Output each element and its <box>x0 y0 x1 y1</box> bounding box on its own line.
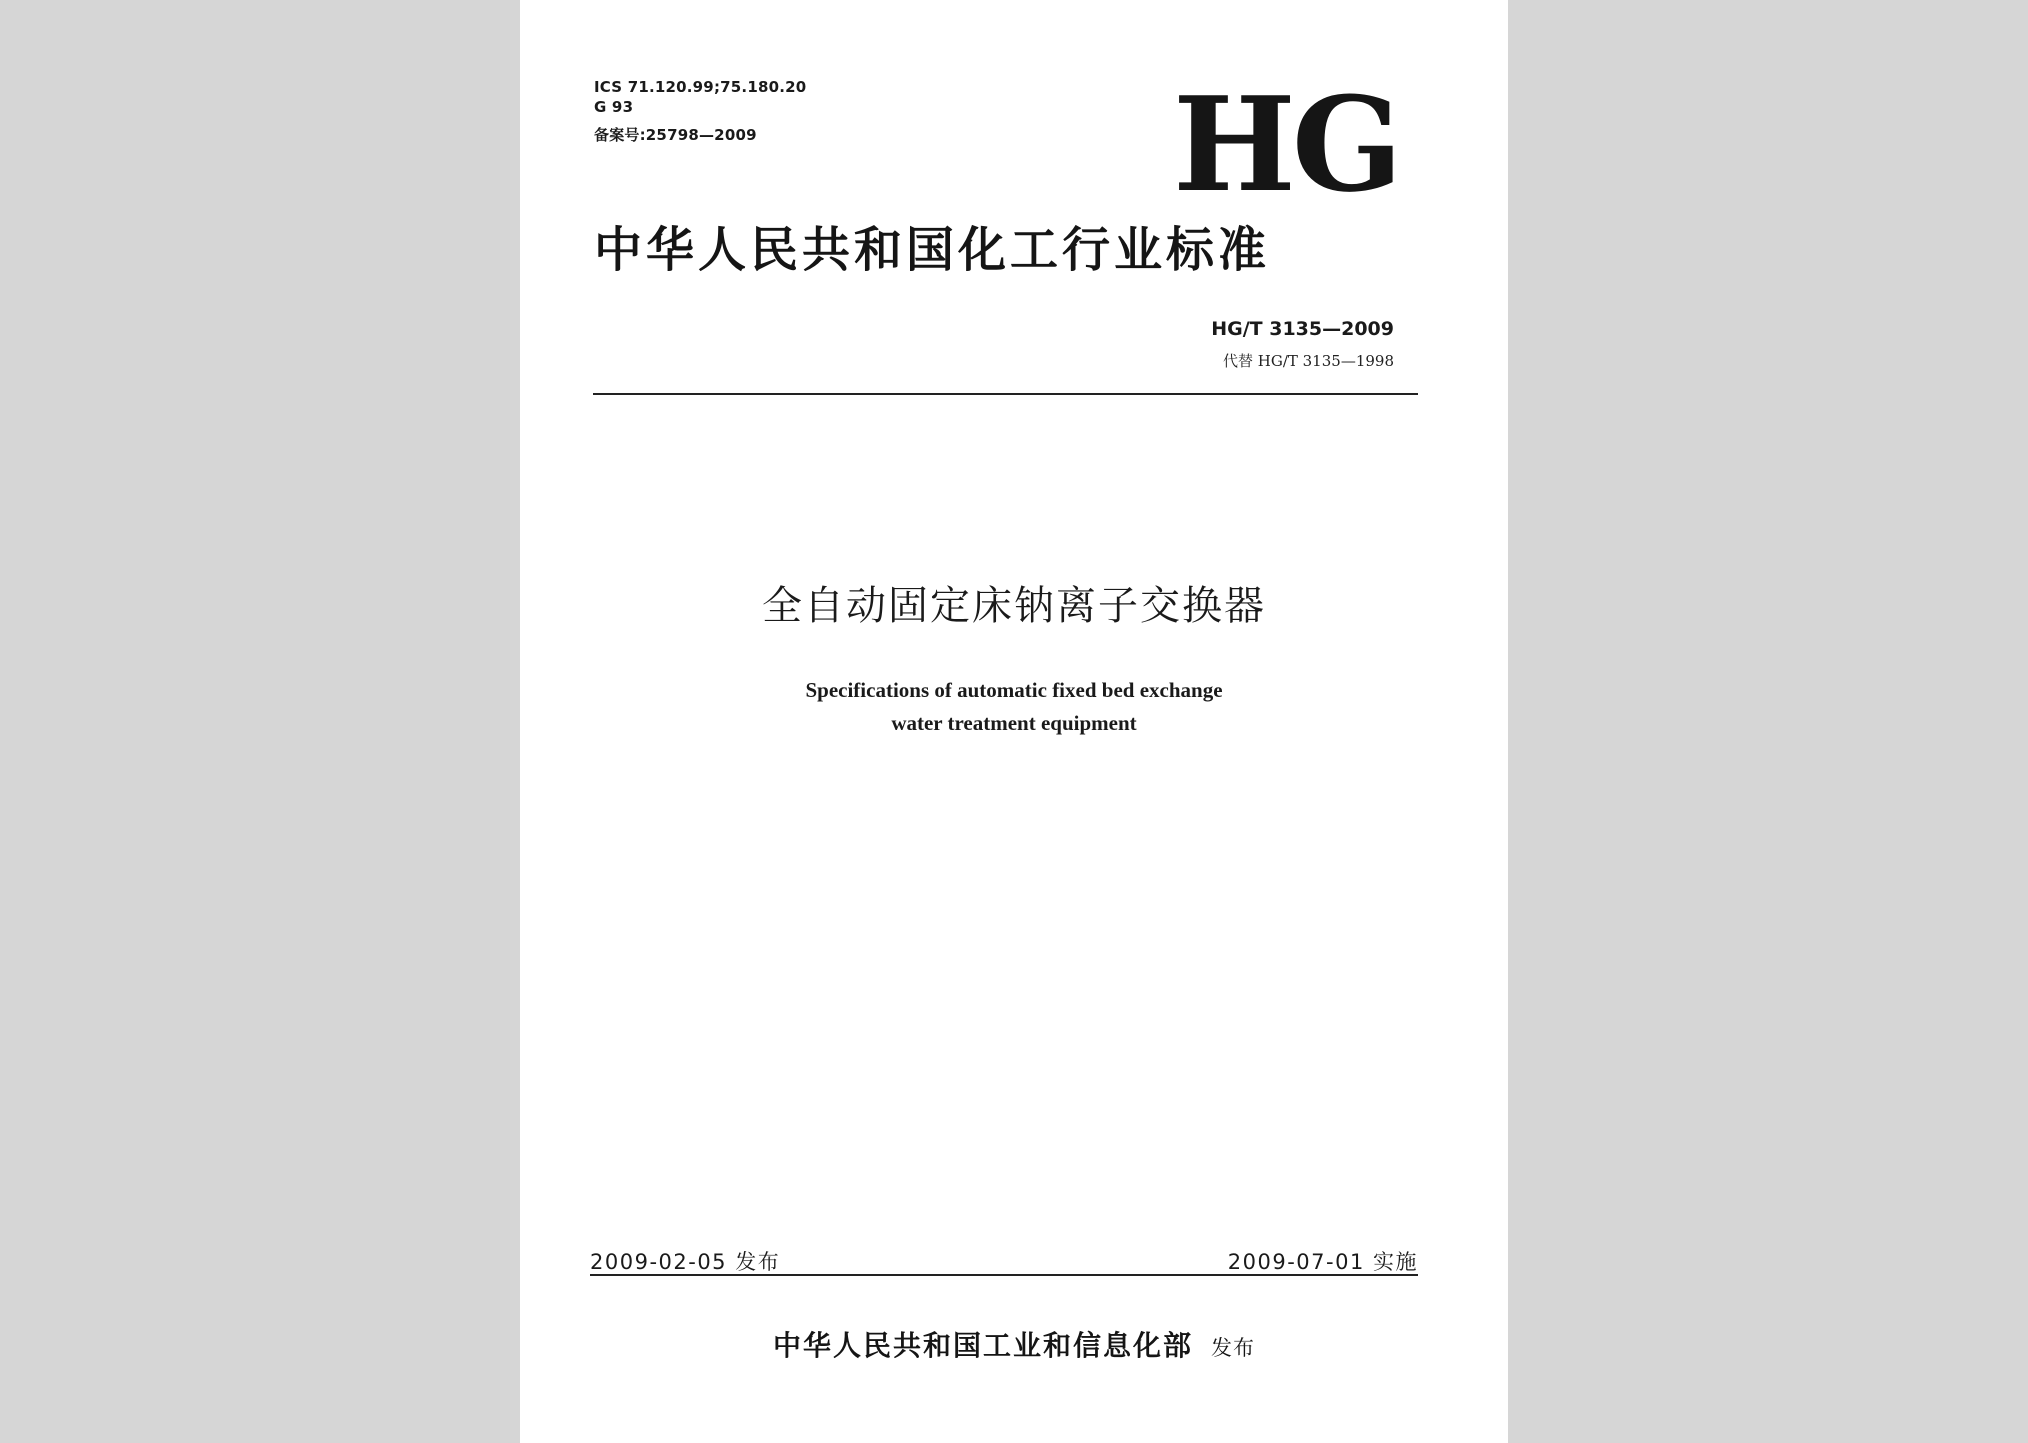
title-chinese: 全自动固定床钠离子交换器 <box>762 583 1266 629</box>
publisher-name: 中华人民共和国工业和信息化部 <box>772 1329 1193 1362</box>
top-divider <box>593 393 1418 395</box>
ccs-code: G 93 <box>594 98 634 116</box>
replaces-standard: 代替 HG/T 3135—1998 <box>1222 352 1394 370</box>
publisher <box>520 1324 1508 1364</box>
standard-number: HG/T 3135—2009 <box>1211 318 1394 340</box>
org-title: 中华人民共和国化工行业标准 <box>594 222 1271 278</box>
record-number: 备案号:25798—2009 <box>594 126 757 144</box>
hg-logo: HG <box>1173 68 1399 221</box>
ics-code: ICS 71.120.99;75.180.20 <box>594 78 807 96</box>
bottom-divider <box>590 1274 1418 1276</box>
title-english-line1: Specifications of automatic fixed bed exchange <box>805 678 1223 702</box>
title-english-line2: water treatment equipment <box>891 711 1137 735</box>
implementation-date: 2009-07-01 实施 <box>1227 1250 1418 1274</box>
document-page <box>520 0 1508 1443</box>
publisher-suffix: 发布 <box>1211 1336 1255 1360</box>
issue-date: 2009-02-05 发布 <box>590 1250 781 1274</box>
